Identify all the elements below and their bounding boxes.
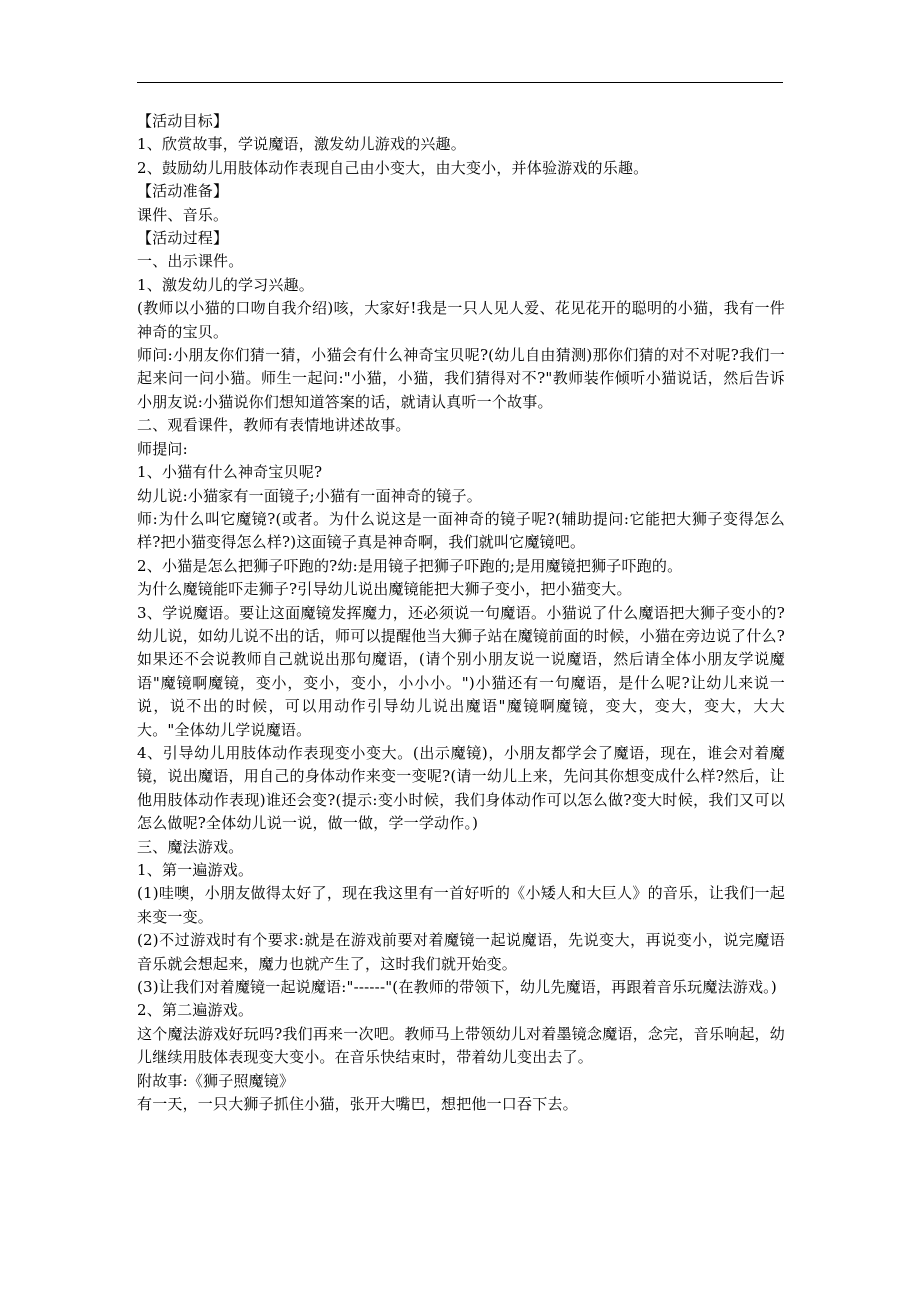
paragraph: 1、欣赏故事，学说魔语，激发幼儿游戏的兴趣。	[137, 135, 466, 154]
paragraph: 1、小猫有什么神奇宝贝呢?	[137, 463, 323, 482]
paragraph: (1)哇噢，小朋友做得太好了，现在我这里有一首好听的《小矮人和大巨人》的音乐，让我们一起来变一变。	[137, 884, 785, 926]
story-title: 附故事:《狮子照魔镜》	[137, 1071, 295, 1090]
section-heading: 一、出示课件。	[137, 252, 244, 271]
paragraph: 有一天，一只大狮子抓住小猫，张开大嘴巴，想把他一口吞下去。	[137, 1095, 578, 1114]
paragraph: 这个魔法游戏好玩吗?我们再来一次吧。教师马上带领幼儿对着墨镜念魔语，念完，音乐响起，幼儿继续用肢体表现变大变小。在音乐快结束时，带着幼儿变出去了。	[137, 1024, 785, 1067]
paragraph: (2)不过游戏时有个要求:就是在游戏前要对着魔镜一起说魔语，先说变大，再说变小，说完魔语音乐就会想起来，魔力也就产生了，这时我们就开始变。	[137, 931, 785, 973]
paragraph: 师问:小朋友你们猜一猜，小猫会有什么神奇宝贝呢?(幼儿自由猜测)那你们猜的对不对呢?我们一起来问一问小猫。师生一起问:"小猫，小猫，我们猜得对不?"教师装作倾听小猫说话，然后告诉小朋友说:小猫说你们想知道答案的话，就请认真听一个故事。	[137, 346, 785, 411]
paragraph: 3、学说魔语。要让这面魔镜发挥魔力，还必须说一句魔语。小猫说了什么魔语把大狮子变小的?幼儿说，如幼儿说不出的话，师可以提醒他当大狮子站在魔镜前面的时候，小猫在旁边说了什么?如果还不会说教师自己就说出那句魔语，(请个别小朋友说一说魔语，然后请全体小朋友学说魔语"魔镜啊魔镜，变小，变小，变小，小小小。")小猫还有一句魔语，是什么呢?让幼儿来说一说，说不出的时候，可以用动作引导幼儿说出魔语"魔镜啊魔镜，变大，变大，变大，大大大。"全体幼儿学说魔语。	[137, 603, 785, 739]
heading-activity-process: 【活动过程】	[137, 229, 229, 248]
document-body	[137, 110, 785, 1116]
paragraph: 1、第一遍游戏。	[137, 861, 254, 879]
section-heading: 二、观看课件，教师有表情地讲述故事。	[137, 416, 411, 435]
paragraph: 2、第二遍游戏。	[137, 1001, 254, 1020]
paragraph: (3)让我们对着魔镜一起说魔语:"------"(在教师的带领下，幼儿先魔语，再跟着音乐玩魔法游戏。)	[137, 978, 777, 997]
paragraph: 师提问:	[137, 439, 188, 458]
paragraph: 1、激发幼儿的学习兴趣。	[137, 275, 314, 294]
heading-activity-goals: 【活动目标】	[137, 112, 229, 130]
paragraph: 为什么魔镜能吓走狮子?引导幼儿说出魔镜能把大狮子变小，把小猫变大。	[137, 580, 632, 599]
heading-activity-preparation: 【活动准备】	[137, 182, 229, 201]
paragraph: 2、鼓励幼儿用肢体动作表现自己由小变大，由大变小，并体验游戏的乐趣。	[137, 158, 649, 177]
paragraph: 师:为什么叫它魔镜?(或者。为什么说这是一面神奇的镜子呢?(辅助提问:它能把大狮子变得怎么样?把小猫变得怎么样?)这面镜子真是神奇啊，我们就叫它魔镜吧。	[137, 509, 785, 552]
paragraph: 4、引导幼儿用肢体动作表现变小变大。(出示魔镜)，小朋友都学会了魔语，现在，谁会对着魔镜，说出魔语，用自己的身体动作来变一变呢?(请一幼儿上来，先问其你想变成什么样?然后，让他用肢体动作表现)谁还会变?(提示:变小时候，我们身体动作可以怎么做?变大时候，我们又可以怎么做呢?全体幼儿说一说，做一做，学一学动作。)	[137, 743, 785, 833]
paragraph: 幼儿说:小猫家有一面镜子;小猫有一面神奇的镜子。	[137, 486, 482, 505]
section-heading: 三、魔法游戏。	[137, 837, 244, 856]
paragraph: 2、小猫是怎么把狮子吓跑的?幼:是用镜子把狮子吓跑的;是用魔镜把狮子吓跑的。	[137, 556, 683, 575]
header-rule	[137, 82, 783, 83]
paragraph: (教师以小猫的口吻自我介绍)咳，大家好!我是一只人见人爱、花见花开的聪明的小猫，我有一件神奇的宝贝。	[137, 299, 785, 341]
paragraph: 课件、音乐。	[137, 205, 229, 224]
